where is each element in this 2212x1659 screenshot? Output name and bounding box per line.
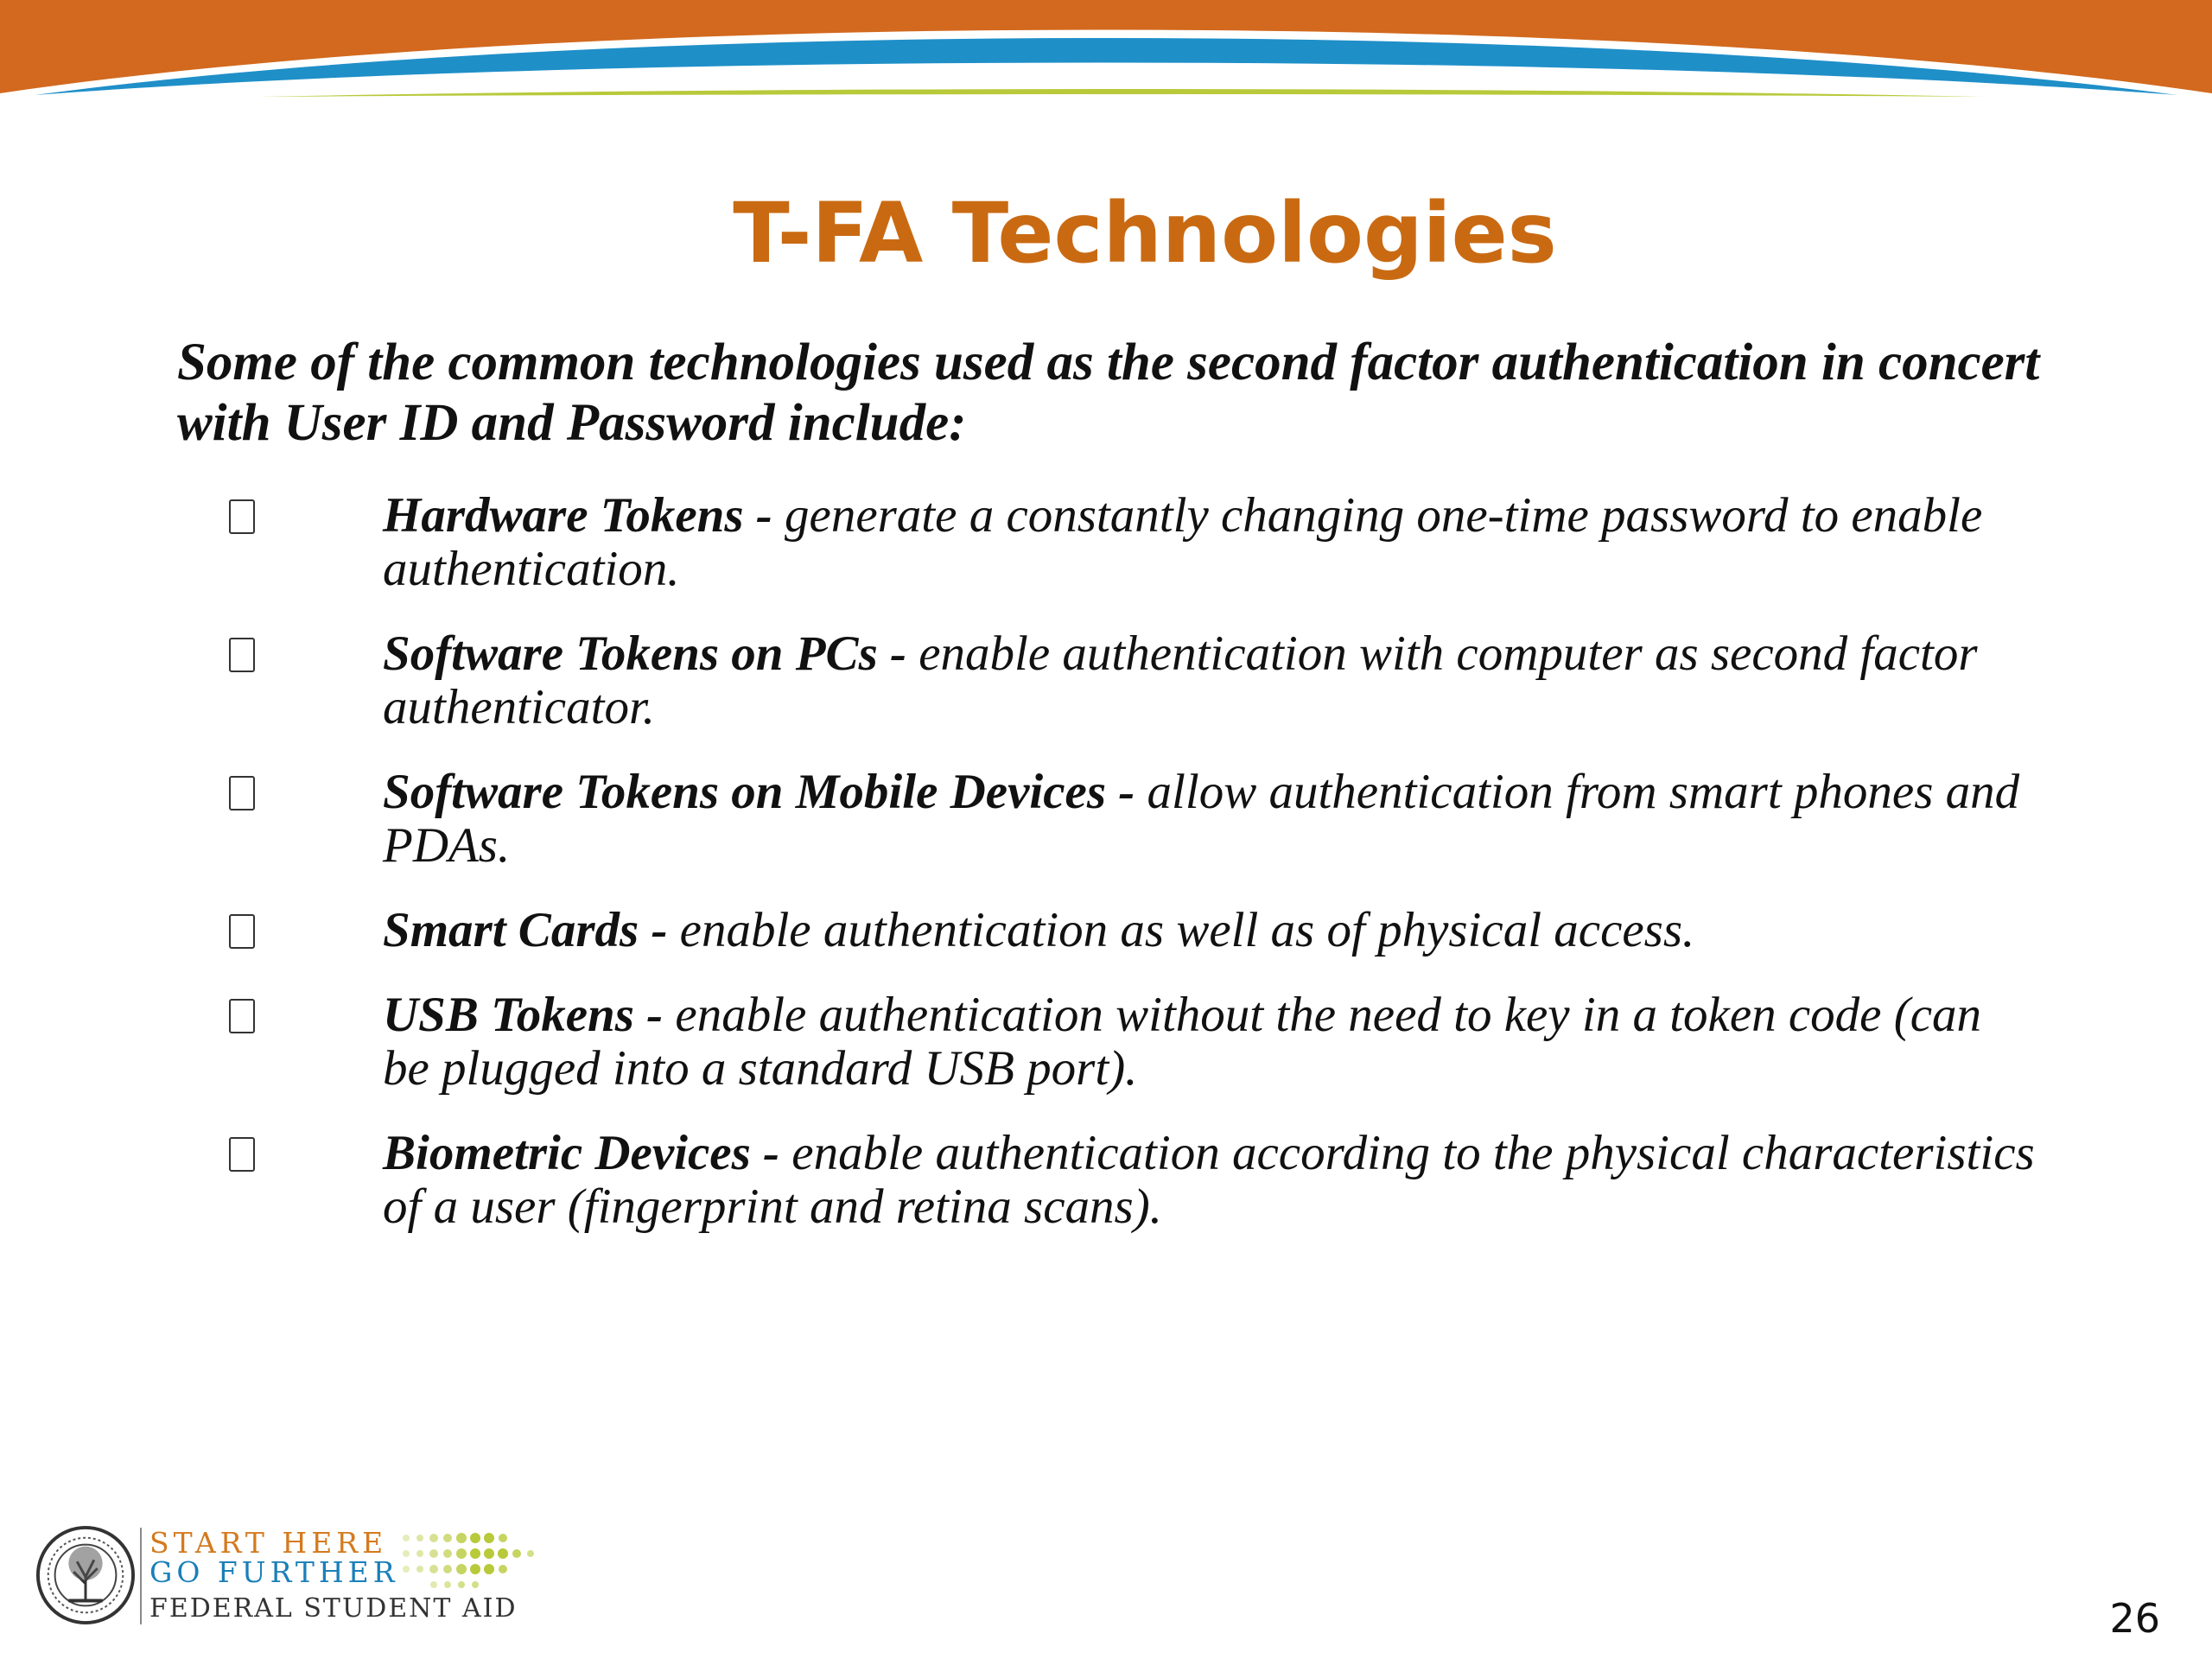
page-number: 26 — [2109, 1595, 2160, 1642]
list-item-smart-cards — [229, 904, 2035, 957]
tagline-go-further: GO FURTHER — [149, 1555, 399, 1589]
list-item-term: Software Tokens on PCs - — [383, 626, 919, 681]
square-bullet-icon — [229, 499, 255, 534]
list-item-software-tokens-mobile — [229, 766, 2035, 873]
list-item-term: USB Tokens - — [383, 988, 676, 1042]
list-item-text — [383, 489, 2035, 596]
tagline-federal-student-aid: FEDERAL STUDENT AID — [149, 1593, 518, 1624]
list-item-term: Biometric Devices - — [383, 1126, 792, 1180]
square-bullet-icon — [229, 776, 255, 810]
list-item-term: Smart Cards - — [383, 903, 680, 957]
tagline-start-here: START HERE — [149, 1526, 388, 1560]
list-item-hardware-tokens — [229, 489, 2035, 596]
logo-divider — [140, 1528, 142, 1624]
list-item-text — [383, 766, 2035, 873]
list-item-text — [383, 904, 2035, 957]
list-item-text — [383, 988, 2035, 1096]
square-bullet-icon — [229, 914, 255, 949]
list-item-software-tokens-pcs — [229, 627, 2035, 734]
list-item-text — [383, 1127, 2035, 1234]
square-bullet-icon — [229, 999, 255, 1033]
square-bullet-icon — [229, 638, 255, 672]
list-item-term: Software Tokens on Mobile Devices - — [383, 765, 1147, 819]
list-item-description: generate a constantly changing one-time password to enable authentication. — [383, 488, 1983, 596]
dot-pattern-icon — [397, 1529, 540, 1592]
federal-student-aid-logo — [35, 1519, 553, 1631]
list-item-description: enable authentication with computer as second factor authenticator. — [383, 626, 1978, 734]
intro-text: Some of the common technologies used as the second factor authentication in concert with User ID and Password include: — [177, 334, 2040, 452]
list-item-usb-tokens — [229, 988, 2035, 1096]
list-item-biometric-devices — [229, 1127, 2035, 1234]
square-bullet-icon — [229, 1137, 255, 1172]
list-item-description: allow authentication from smart phones and PDAs. — [383, 765, 2020, 873]
list-item-description: enable authentication according to the physical characteristics of a user (fingerprint and retina scans). — [383, 1126, 2035, 1234]
technology-list — [229, 489, 2035, 1265]
list-item-term: Hardware Tokens - — [383, 488, 785, 543]
slide-title: T-FA Technologies — [733, 185, 1557, 282]
list-item-text — [383, 627, 2035, 734]
list-item-description: enable authentication as well as of physical access. — [679, 903, 1695, 957]
header-band — [0, 0, 2212, 112]
list-item-description: enable authentication without the need to key in a token code (can be plugged into a standard USB port). — [383, 988, 1982, 1096]
department-of-education-seal-icon — [35, 1524, 137, 1626]
